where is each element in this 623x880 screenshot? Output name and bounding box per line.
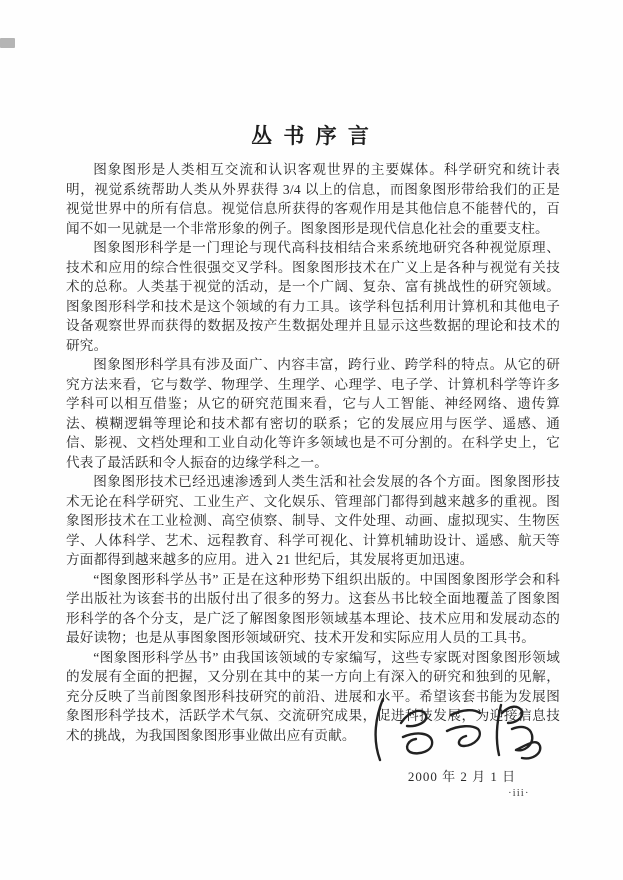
scan-artifact-mark [0, 38, 15, 48]
handwritten-signature-image [367, 694, 557, 764]
paragraph: 图象图形科学是一门理论与现代高科技相结合来系统地研究各种视觉原理、技术和应用的综合性很强交叉学科。图象图形技术在广义上是各种与视觉有关技术的总称。人类基于视觉的活动，是一个广阔、复杂、富有挑战性的研究领域。图象图形科学和技术是这个领域的有力工具。该学科包括利用计算机和其他电子设备观察世界而获得的数据及按产生数据处理并且显示这些数据的理论和技术的研究。 [66, 240, 560, 353]
paragraph: 图象图形科学具有涉及面广、内容丰富，跨行业、跨学科的特点。从它的研究方法来看，它与数学、物理学、生理学、心理学、电子学、计算机科学等许多学科可以相互借鉴；从它的研究范围来看，它与人工智能、神经网络、遗传算法、模糊逻辑等理论和技术都有密切的联系；它的发展应用与医学、遥感、通信、影视、文档处理和工业自动化等许多领域也是不可分割的。在科学史上，它代表了最活跃和令人振奋的边缘学科之一。 [66, 357, 560, 470]
page-title: 丛 书 序 言 [251, 124, 372, 148]
paragraph: “图象图形科学丛书” 正是在这种形势下组织出版的。中国图象图形学会和科学出版社为该套书的出版付出了很多的努力。这套丛书比较全面地覆盖了图象图形科学的各个分支，是广泛了解图象图形领域基本理论、技术应用和发展动态的最好读物；也是从事图象图形领域研究、技术开发和实际应用人员的工具书。 [66, 571, 560, 645]
preface-body [66, 160, 560, 745]
paragraph: 图象图形是人类相互交流和认识客观世界的主要媒体。科学研究和统计表明，视觉系统帮助人类从外界获得 3/4 以上的信息，而图象图形带给我们的正是视觉世界中的所有信息。视觉信息所获得的客观作用是其他信息不能替代的，百闻不如一见就是一个非常形象的例子。图象图形是现代信息化社会的重要支柱。 [66, 162, 560, 236]
signature [362, 694, 562, 764]
paragraph: “图象图形科学丛书” 由我国该领域的专家编写，这些专家既对图象图形领域的发展有全面的把握，又分别在其中的某一方向上有深入的研究和独到的见解，充分反映了当前图象图形科技研究的前沿、进展和水平。希望该套书能为发展图象图形科学技术，活跃学术气氛、交流研究成果，促进科技发展，为迎接信息技术的挑战，为我国图象图形事业做出应有贡献。 [66, 649, 560, 743]
date: 2000 年 2 月 1 日 [407, 769, 517, 784]
paragraph: 图象图形技术已经迅速渗透到人类生活和社会发展的各个方面。图象图形技术无论在科学研究、工业生产、文化娱乐、管理部门都得到越来越多的重视。图象图形技术在工业检测、高空侦察、制导、文件处理、动画、虚拟现实、生物医学、人体科学、艺术、远程教育、科学可视化、计算机辅助设计、遥感、航天等方面都得到越来越多的应用。进入 21 世纪后，其发展将更加迅速。 [66, 474, 560, 567]
page-number: ·iii· [508, 787, 530, 799]
